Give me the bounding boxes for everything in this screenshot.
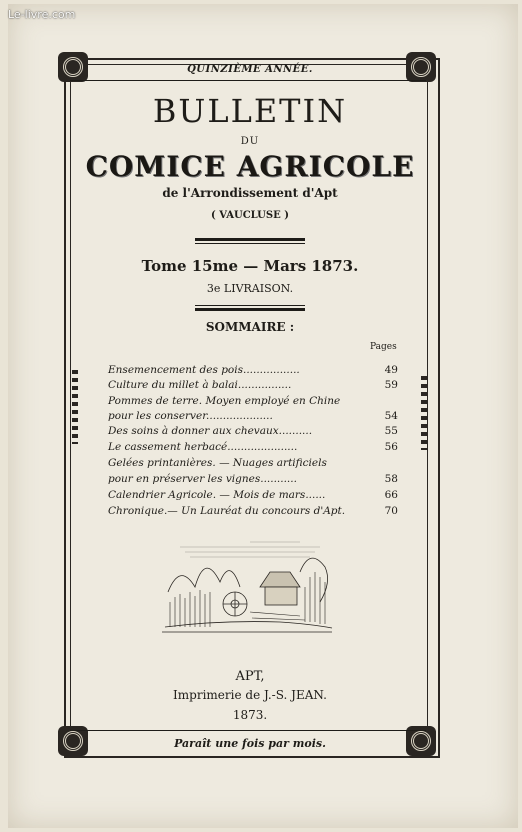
toc-item-page: 70 — [384, 505, 398, 517]
toc-item — [108, 457, 398, 469]
toc-item-page: 58 — [384, 473, 398, 485]
toc-item-text: Le cassement herbacé..................... — [108, 441, 298, 453]
tome-line: Tome 15me — Mars 1873. — [141, 257, 359, 275]
side-ornament-icon — [421, 376, 427, 450]
comice-title: COMICE AGRICOLE — [85, 150, 415, 183]
side-ornament-icon — [72, 370, 78, 444]
toc-item-page: 54 — [384, 410, 398, 422]
corner-ornament-icon — [406, 52, 436, 82]
title-du: DU — [240, 136, 260, 147]
divider-rule — [195, 308, 305, 311]
toc-item — [108, 425, 398, 437]
header-divider — [70, 80, 426, 81]
toc-item-text: pour les conserver.................... — [108, 410, 273, 422]
frequency-note: Paraît une fois par mois. — [174, 737, 326, 750]
toc-item-text: Culture du millet à balai................ — [108, 379, 292, 391]
toc-item-page: 66 — [384, 489, 398, 501]
toc-item — [108, 410, 398, 422]
toc-item-text: Calendrier Agricole. — Mois de mars...... — [108, 489, 326, 501]
toc-item-text: Ensemencement des pois................. — [108, 364, 300, 376]
footer-divider — [70, 730, 426, 731]
toc-item — [108, 505, 398, 517]
sommaire-heading: SOMMAIRE : — [205, 320, 295, 334]
toc-item-text: Pommes de terre. Moyen employé en Chine — [108, 395, 341, 407]
subtitle: de l'Arrondissement d'Apt — [162, 186, 338, 200]
toc-item — [108, 473, 398, 485]
imprint-city: APT, — [235, 669, 265, 684]
toc-item-text: pour en préserver les vignes........... — [108, 473, 297, 485]
divider-rule — [195, 305, 305, 306]
livraison-line: 3e LIVRAISON. — [206, 282, 294, 295]
divider-rule — [195, 243, 305, 244]
toc-item-text: Chronique.— Un Lauréat du concours d'Apt. — [108, 505, 346, 517]
toc-item-text: Gelées printanières. — Nuages artificiels — [108, 457, 327, 469]
corner-ornament-icon — [58, 52, 88, 82]
toc-item-page: 49 — [384, 364, 398, 376]
year-label: QUINZIÈME ANNÉE. — [187, 64, 313, 75]
toc-item-text: Des soins à donner aux chevaux.......... — [108, 425, 313, 437]
toc-item — [108, 379, 398, 391]
toc-item-page: 59 — [384, 379, 398, 391]
pages-column-label: Pages — [370, 342, 397, 352]
toc-item-page: 55 — [384, 425, 398, 437]
toc-item — [108, 489, 398, 501]
toc-item — [108, 395, 398, 407]
agricultural-engraving-icon — [160, 532, 335, 638]
department: ( VAUCLUSE ) — [211, 210, 289, 221]
toc-item — [108, 364, 398, 376]
bulletin-title: BULLETIN — [152, 92, 348, 130]
toc-item — [108, 441, 398, 453]
imprint-year: 1873. — [232, 708, 268, 722]
imprint-printer: Imprimerie de J.-S. JEAN. — [173, 688, 327, 702]
toc-item-page: 56 — [384, 441, 398, 453]
watermark: Le-livre.com — [8, 8, 76, 21]
divider-rule — [195, 238, 305, 241]
